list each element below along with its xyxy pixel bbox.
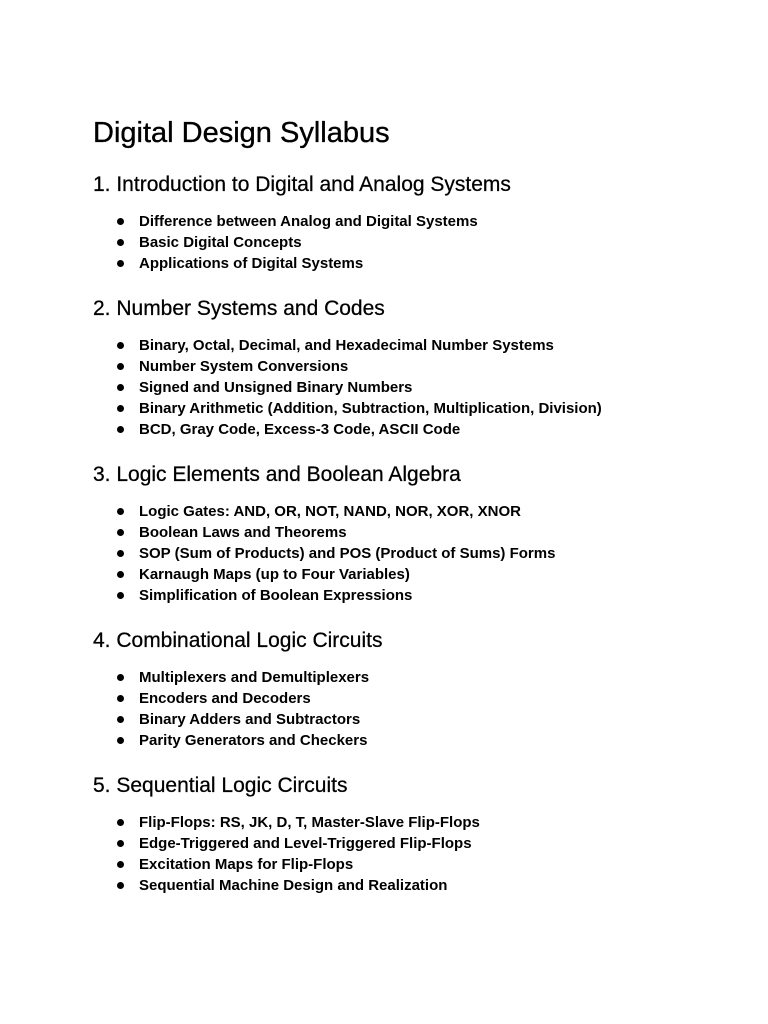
bullet-list — [93, 335, 733, 440]
list-item — [93, 709, 733, 730]
section-heading: 2. Number Systems and Codes — [93, 297, 385, 320]
bullet-icon — [117, 861, 124, 868]
bullet-icon — [117, 260, 124, 267]
bullet-icon — [117, 737, 124, 744]
bullet-icon — [117, 571, 124, 578]
document-page — [93, 116, 733, 896]
list-item — [93, 253, 733, 274]
bullet-list — [93, 211, 733, 274]
list-item — [93, 501, 733, 522]
list-item — [93, 398, 733, 419]
list-item-text: Karnaugh Maps (up to Four Variables) — [139, 566, 410, 583]
bullet-icon — [117, 363, 124, 370]
list-item — [93, 543, 733, 564]
list-item — [93, 377, 733, 398]
section-1 — [93, 172, 733, 274]
bullet-icon — [117, 819, 124, 826]
section-heading: 1. Introduction to Digital and Analog Systems — [93, 173, 511, 196]
list-item-text: Logic Gates: AND, OR, NOT, NAND, NOR, XOR, XNOR — [139, 503, 521, 520]
list-item-text: Encoders and Decoders — [139, 690, 311, 707]
bullet-icon — [117, 342, 124, 349]
list-item-text: Binary Adders and Subtractors — [139, 711, 361, 728]
list-item — [93, 335, 733, 356]
list-item — [93, 730, 733, 751]
section-4 — [93, 628, 733, 751]
list-item-text: Applications of Digital Systems — [139, 255, 364, 272]
bullet-icon — [117, 592, 124, 599]
bullet-icon — [117, 405, 124, 412]
list-item-text: Binary, Octal, Decimal, and Hexadecimal Number Systems — [139, 337, 554, 354]
list-item — [93, 585, 733, 606]
list-item — [93, 667, 733, 688]
list-item-text: Number System Conversions — [139, 358, 349, 375]
bullet-icon — [117, 882, 124, 889]
list-item-text: Signed and Unsigned Binary Numbers — [139, 379, 413, 396]
list-item-text: Difference between Analog and Digital Systems — [139, 213, 478, 230]
list-item — [93, 522, 733, 543]
bullet-icon — [117, 674, 124, 681]
section-5 — [93, 773, 733, 896]
bullet-icon — [117, 218, 124, 225]
list-item — [93, 688, 733, 709]
list-item — [93, 875, 733, 896]
list-item-text: Binary Arithmetic (Addition, Subtraction, Multiplication, Division) — [139, 400, 602, 417]
list-item-text: BCD, Gray Code, Excess-3 Code, ASCII Code — [139, 421, 461, 438]
section-heading: 4. Combinational Logic Circuits — [93, 629, 383, 652]
list-item — [93, 812, 733, 833]
list-item-text: Flip-Flops: RS, JK, D, T, Master-Slave Flip-Flops — [139, 814, 480, 831]
list-item-text: Sequential Machine Design and Realization — [139, 877, 448, 894]
bullet-icon — [117, 716, 124, 723]
bullet-list — [93, 812, 733, 896]
section-3 — [93, 462, 733, 606]
list-item-text: Multiplexers and Demultiplexers — [139, 669, 370, 686]
bullet-list — [93, 667, 733, 751]
bullet-icon — [117, 239, 124, 246]
list-item-text: Edge-Triggered and Level-Triggered Flip-Flops — [139, 835, 472, 852]
list-item — [93, 854, 733, 875]
bullet-icon — [117, 529, 124, 536]
bullet-icon — [117, 840, 124, 847]
bullet-icon — [117, 508, 124, 515]
list-item — [93, 356, 733, 377]
section-heading: 5. Sequential Logic Circuits — [93, 774, 348, 797]
bullet-icon — [117, 550, 124, 557]
section-heading: 3. Logic Elements and Boolean Algebra — [93, 463, 461, 486]
list-item — [93, 211, 733, 232]
bullet-list — [93, 501, 733, 606]
list-item-text: Simplification of Boolean Expressions — [139, 587, 413, 604]
list-item-text: SOP (Sum of Products) and POS (Product of Sums) Forms — [139, 545, 556, 562]
bullet-icon — [117, 426, 124, 433]
list-item-text: Parity Generators and Checkers — [139, 732, 368, 749]
page-title: Digital Design Syllabus — [93, 117, 390, 149]
list-item-text: Excitation Maps for Flip-Flops — [139, 856, 354, 873]
list-item — [93, 564, 733, 585]
list-item-text: Boolean Laws and Theorems — [139, 524, 347, 541]
list-item — [93, 419, 733, 440]
bullet-icon — [117, 384, 124, 391]
section-2 — [93, 296, 733, 440]
list-item-text: Basic Digital Concepts — [139, 234, 302, 251]
list-item — [93, 232, 733, 253]
bullet-icon — [117, 695, 124, 702]
list-item — [93, 833, 733, 854]
